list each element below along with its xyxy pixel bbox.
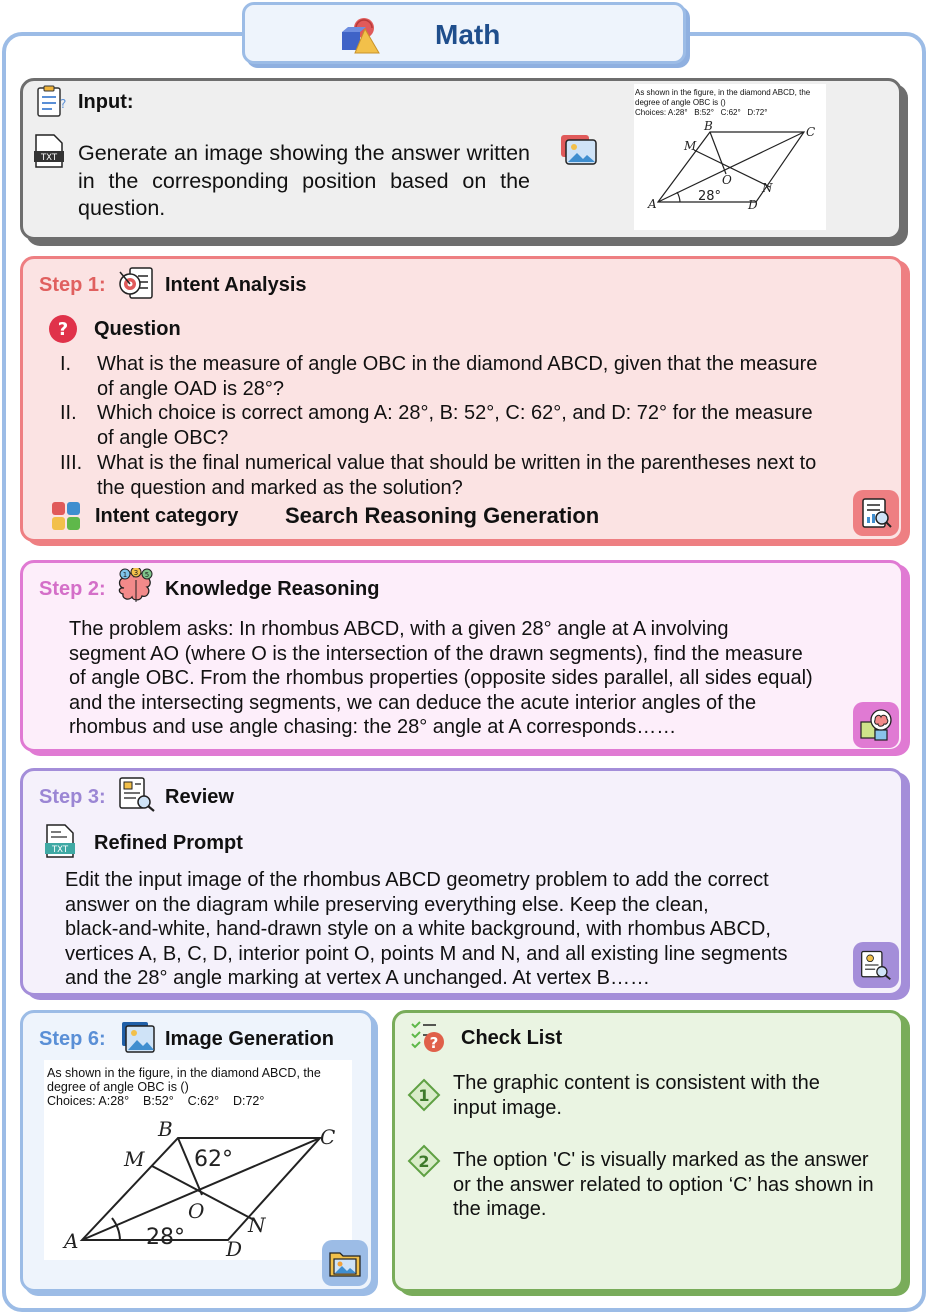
gen-choice-a: Choices: A:28° — [47, 1094, 130, 1108]
checklist-question-icon — [410, 1020, 446, 1054]
reasoning-text — [69, 617, 813, 740]
input-figure-question-line2: degree of angle OBC is () — [635, 98, 726, 107]
brain-puzzle-icon — [859, 708, 893, 742]
step2-corner-badge — [853, 702, 899, 748]
svg-text:?: ? — [57, 319, 69, 340]
choice-c: C:62° — [720, 108, 741, 117]
svg-text:3: 3 — [133, 569, 139, 577]
refined-line-5: and the 28° angle marking at vertex A unchanged. At vertex B…… — [65, 967, 651, 989]
gen-label-n: N — [248, 1213, 266, 1237]
input-rhombus-diagram — [634, 84, 826, 230]
svg-text:TXT: TXT — [51, 845, 69, 855]
clipboard-icon — [34, 84, 70, 120]
intent-category-value: Search Reasoning Generation — [285, 503, 600, 528]
question-3 — [97, 451, 816, 500]
question-2-line2: of angle OBC? — [97, 426, 229, 449]
question-1-line1: What is the measure of angle OBC in the diamond ABCD, given that the measure — [97, 353, 818, 375]
question-2-line1: Which choice is correct among A: 28°, B: 52°, C: 62°, and D: 72° for the measure — [97, 402, 813, 424]
image-stack-icon — [560, 134, 598, 166]
svg-text:?: ? — [60, 97, 67, 111]
check-item-2 — [453, 1148, 874, 1222]
svg-text:5: 5 — [144, 571, 150, 579]
intent-category-label: Intent category — [95, 505, 239, 527]
document-search-icon — [860, 948, 892, 982]
question-3-line2: the question and marked as the solution? — [97, 476, 463, 499]
label-a: A — [648, 197, 657, 211]
refined-prompt-text — [65, 868, 788, 991]
reasoning-line-3: of angle OBC. From the rhombus properties (opposite sides parallel, all sides equal) — [69, 667, 813, 689]
svg-text:?: ? — [429, 1034, 439, 1052]
step6-label: Step 6: — [39, 1028, 106, 1050]
label-n: N — [762, 181, 773, 195]
gen-label-o: O — [188, 1199, 205, 1223]
question-3-line1: What is the final numerical value that should be written in the parentheses next to — [97, 452, 817, 474]
step6-corner-badge — [322, 1240, 368, 1286]
question-2 — [97, 401, 813, 450]
gen-angle-label: 28° — [146, 1225, 185, 1250]
input-figure-question-line1: As shown in the figure, in the diamond ABCD, the — [635, 88, 811, 97]
generated-figure-question-line1: As shown in the figure, in the diamond ABCD, the — [47, 1066, 321, 1080]
title-tab — [242, 2, 686, 64]
check-num-1: 1 — [418, 1086, 430, 1105]
gen-label-b: B — [158, 1117, 173, 1141]
diamond-number-icon — [407, 1078, 441, 1112]
checklist-title: Check List — [461, 1027, 563, 1049]
refined-line-3: black-and-white, hand-drawn style on a white background, with rhombus ABCD, — [65, 918, 771, 940]
input-angle-label: 28° — [698, 189, 722, 204]
check-item-2-line3: the image. — [453, 1198, 547, 1220]
check-item-1-line1: The graphic content is consistent with the — [453, 1072, 820, 1094]
report-search-icon — [860, 497, 892, 529]
input-label: Input: — [78, 91, 134, 113]
step3-label: Step 3: — [39, 786, 106, 808]
diamond-number-icon — [407, 1144, 441, 1178]
label-c: C — [806, 125, 816, 139]
grid-category-icon — [51, 501, 81, 531]
choice-d: D:72° — [747, 108, 768, 117]
reasoning-line-4: and the intersecting segments, we can deduce the acute interior angles of the — [69, 691, 757, 714]
gen-label-d: D — [226, 1237, 243, 1260]
check-item-2-line2: or the answer related to option ‘C’ has shown in — [453, 1173, 874, 1196]
gen-label-c: C — [320, 1125, 336, 1149]
svg-text:TXT: TXT — [40, 153, 58, 163]
page-title: Math — [435, 19, 501, 50]
generated-figure — [44, 1060, 352, 1260]
input-figure — [634, 84, 826, 230]
gen-choice-b: B:52° — [143, 1094, 174, 1108]
choice-a: Choices: A:28° — [635, 108, 688, 117]
reasoning-line-1: The problem asks: In rhombus ABCD, with a given 28° angle at A involving — [69, 618, 729, 640]
photo-folder-icon — [328, 1247, 362, 1279]
gen-answer-label: 62° — [194, 1147, 233, 1172]
txt-file-icon — [34, 134, 64, 168]
question-1-line2: of angle OAD is 28°? — [97, 377, 284, 400]
refined-line-1: Edit the input image of the rhombus ABCD geometry problem to add the correct — [65, 869, 769, 891]
label-o: O — [722, 173, 732, 187]
reasoning-line-2: segment AO (where O is the intersection of the drawn segments), find the measure — [69, 642, 803, 665]
target-checklist-icon — [118, 266, 154, 300]
label-m: M — [684, 139, 697, 153]
generated-rhombus-diagram — [44, 1060, 352, 1260]
question-num-2: II. — [60, 402, 77, 424]
check-num-2: 2 — [418, 1152, 430, 1171]
check-item-1 — [453, 1071, 820, 1120]
step1-title: Intent Analysis — [165, 274, 307, 296]
generated-figure-question-line2: degree of angle OBC is () — [47, 1080, 189, 1094]
refined-line-4: vertices A, B, C, D, interior point O, points M and N, and all existing line segments — [65, 942, 788, 965]
step3-title: Review — [165, 786, 234, 808]
document-search-icon — [118, 776, 156, 812]
question-num-3: III. — [60, 452, 83, 474]
label-b: B — [704, 119, 713, 133]
step1-label: Step 1: — [39, 274, 106, 296]
input-text: Generate an image showing the answer written in the corresponding position based on the question. — [78, 141, 530, 220]
question-1 — [97, 352, 817, 401]
step2-title: Knowledge Reasoning — [165, 578, 380, 600]
txt-file-icon — [44, 824, 76, 858]
svg-text:1: 1 — [122, 571, 128, 579]
check-item-1-line2: input image. — [453, 1096, 562, 1119]
step3-corner-badge — [853, 942, 899, 988]
refined-prompt-heading: Refined Prompt — [94, 832, 243, 854]
question-mark-icon — [48, 314, 78, 344]
question-heading: Question — [94, 318, 181, 340]
step1-corner-badge — [853, 490, 899, 536]
step2-label: Step 2: — [39, 578, 106, 600]
question-num-1: I. — [60, 353, 72, 375]
refined-line-2: answer on the diagram while preserving everything else. Keep the clean, — [65, 893, 709, 916]
brain-icon — [116, 568, 156, 606]
check-item-2-line1: The option 'C' is visually marked as the answer — [453, 1149, 869, 1171]
gen-choice-d: D:72° — [232, 1094, 265, 1108]
choice-b: B:52° — [694, 108, 714, 117]
geometry-shapes-icon — [339, 15, 381, 57]
picture-icon — [120, 1020, 156, 1054]
reasoning-line-5: rhombus and use angle chasing: the 28° angle at A corresponds…… — [69, 716, 677, 738]
step6-title: Image Generation — [165, 1028, 334, 1050]
gen-label-m: M — [124, 1147, 145, 1171]
gen-choice-c: C:62° — [187, 1094, 220, 1108]
gen-label-a: A — [64, 1229, 79, 1253]
label-d: D — [748, 198, 758, 212]
